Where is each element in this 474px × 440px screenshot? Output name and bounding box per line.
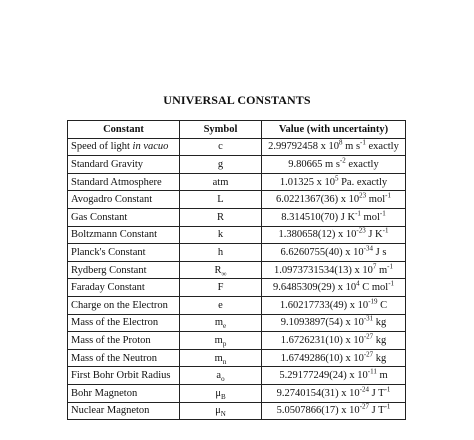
symbol-main: m xyxy=(214,317,224,329)
value-exponent: 7 xyxy=(372,262,377,271)
symbol-main: a xyxy=(216,370,222,382)
value-text: 1.60217733(49) x 10 xyxy=(279,299,369,311)
constant-name-text: Standard Gravity xyxy=(71,158,144,170)
value-exponent: -31 xyxy=(363,314,374,323)
constant-symbol xyxy=(180,402,262,420)
value-exponent: -23 xyxy=(356,226,366,235)
value-exponent: -1 xyxy=(355,209,361,218)
value-exponent: -24 xyxy=(359,385,370,394)
value-text: 9.1093897(54) x 10 xyxy=(280,317,364,329)
constant-symbol xyxy=(180,244,262,262)
symbol-main: μ xyxy=(215,387,221,399)
constant-value xyxy=(262,367,406,385)
symbol-main: R xyxy=(214,264,222,276)
constant-name xyxy=(68,384,180,402)
symbol-main: m xyxy=(214,352,223,364)
constant-symbol xyxy=(180,384,262,402)
value-exponent: -1 xyxy=(387,262,393,271)
value-exponent: -27 xyxy=(363,332,374,341)
constant-value xyxy=(262,226,406,244)
constant-symbol xyxy=(180,173,262,191)
constant-name xyxy=(68,402,180,420)
constant-name xyxy=(68,138,180,156)
value-text: kg xyxy=(373,334,387,346)
value-text: 1.380658(12) x 10 xyxy=(278,229,357,241)
constant-symbol xyxy=(180,261,262,279)
constant-symbol xyxy=(180,156,262,174)
symbol-main: k xyxy=(217,229,224,241)
constant-name-text: Rydberg Constant xyxy=(71,264,147,276)
constant-name-text: Nuclear Magneton xyxy=(71,405,150,417)
constant-name-text: Gas Constant xyxy=(71,211,128,223)
value-exponent: -34 xyxy=(363,244,374,253)
value-text: m xyxy=(376,264,388,276)
table-row xyxy=(68,296,406,314)
value-text: mol xyxy=(366,194,386,206)
value-text: 1.6726231(10) x 10 xyxy=(280,334,364,346)
value-text: kg xyxy=(373,352,387,364)
constant-name-italic: in vacuo xyxy=(132,141,169,153)
value-text: J T xyxy=(369,405,385,417)
constant-name xyxy=(68,279,180,297)
constant-name-text: Boltzmann Constant xyxy=(71,229,158,241)
symbol-main: atm xyxy=(212,176,229,188)
value-text: 5.29177249(24) x 10 xyxy=(279,370,368,382)
table-row xyxy=(68,402,406,420)
constant-value xyxy=(262,156,406,174)
table-row xyxy=(68,349,406,367)
symbol-subscript: e xyxy=(223,322,227,331)
value-text: J K xyxy=(365,229,383,241)
constant-name-text: Faraday Constant xyxy=(71,282,145,294)
value-text: 9.2740154(31) x 10 xyxy=(276,387,360,399)
table-row xyxy=(68,261,406,279)
constant-name-text: Mass of the Neutron xyxy=(71,352,158,364)
constant-symbol xyxy=(180,349,262,367)
symbol-main: h xyxy=(217,246,224,258)
constant-value xyxy=(262,279,406,297)
constant-name xyxy=(68,244,180,262)
value-text: m s xyxy=(342,141,361,153)
constant-value xyxy=(262,138,406,156)
constant-value xyxy=(262,296,406,314)
value-exponent: 23 xyxy=(359,191,367,200)
symbol-subscript: N xyxy=(220,410,226,419)
constant-value xyxy=(262,208,406,226)
value-text: C xyxy=(377,299,388,311)
value-text: exactly xyxy=(345,158,379,170)
table-row xyxy=(68,279,406,297)
table-row xyxy=(68,208,406,226)
constant-value xyxy=(262,384,406,402)
value-exponent: 8 xyxy=(339,138,343,147)
table-row xyxy=(68,226,406,244)
constant-name-text: Standard Atmosphere xyxy=(71,176,162,188)
constant-name-text: Mass of the Electron xyxy=(71,317,159,329)
value-exponent: -1 xyxy=(385,191,391,200)
table-row xyxy=(68,244,406,262)
symbol-subscript: o xyxy=(221,375,225,384)
value-text: 9.6485309(29) x 10 xyxy=(272,282,357,294)
value-text: mol xyxy=(360,211,380,223)
value-exponent: -1 xyxy=(388,279,395,288)
constant-name-text: Avogadro Constant xyxy=(71,194,153,206)
constant-name xyxy=(68,191,180,209)
table-row xyxy=(68,314,406,332)
symbol-main: μ xyxy=(215,405,221,417)
value-exponent: -27 xyxy=(359,402,370,411)
symbol-main: c xyxy=(218,141,223,153)
value-text: m xyxy=(376,370,388,382)
symbol-subscript: ∞ xyxy=(221,269,227,278)
symbol-main: F xyxy=(217,282,224,294)
constant-symbol xyxy=(180,138,262,156)
header-constant: Constant xyxy=(68,121,180,139)
constant-value xyxy=(262,244,406,262)
symbol-subscript: B xyxy=(220,392,226,401)
constant-value xyxy=(262,332,406,350)
document-title: UNIVERSAL CONSTANTS xyxy=(163,93,311,107)
symbol-subscript: n xyxy=(222,357,227,366)
constant-name-text: Planck's Constant xyxy=(71,246,146,258)
value-text: 1.6749286(10) x 10 xyxy=(280,352,364,364)
constant-name xyxy=(68,349,180,367)
value-exponent: -27 xyxy=(363,350,374,359)
constant-symbol xyxy=(180,367,262,385)
value-text: 1.01325 x 10 xyxy=(279,176,335,188)
constant-symbol xyxy=(180,296,262,314)
value-text: 1.0973731534(13) x 10 xyxy=(273,264,373,276)
value-exponent: -1 xyxy=(384,385,391,394)
value-text: C mol xyxy=(359,282,389,294)
table-row xyxy=(68,332,406,350)
constant-name xyxy=(68,296,180,314)
value-exponent: -1 xyxy=(382,226,389,235)
value-text: 6.0221367(36) x 10 xyxy=(276,194,360,206)
symbol-subscript: p xyxy=(222,340,227,349)
value-text: Pa. exactly xyxy=(338,176,388,188)
constant-name-text: Mass of the Proton xyxy=(71,334,151,346)
constant-name-text: First Bohr Orbit Radius xyxy=(71,370,171,382)
value-exponent: -2 xyxy=(339,156,346,165)
header-symbol: Symbol xyxy=(180,121,262,139)
symbol-main: g xyxy=(217,158,224,170)
value-text: 9.80665 m s xyxy=(288,158,340,170)
constant-value xyxy=(262,173,406,191)
table-row xyxy=(68,138,406,156)
value-exponent: -19 xyxy=(368,297,378,306)
table-row xyxy=(68,384,406,402)
value-exponent: -1 xyxy=(384,402,391,411)
constant-value xyxy=(262,402,406,420)
table-body xyxy=(68,138,406,420)
value-exponent: -1 xyxy=(360,138,366,147)
constant-symbol xyxy=(180,332,262,350)
value-text: J T xyxy=(369,387,385,399)
constant-value xyxy=(262,261,406,279)
constant-symbol xyxy=(180,208,262,226)
constant-name xyxy=(68,208,180,226)
table-row xyxy=(68,173,406,191)
constant-name xyxy=(68,367,180,385)
table-row xyxy=(68,367,406,385)
value-exponent: -11 xyxy=(367,367,377,376)
constant-value xyxy=(262,191,406,209)
constant-name xyxy=(68,173,180,191)
value-text: 2.99792458 x 10 xyxy=(268,141,340,153)
header-value: Value (with uncertainty) xyxy=(262,121,406,139)
table-header-row xyxy=(68,121,406,139)
value-text: 6.6260755(40) x 10 xyxy=(280,246,364,258)
symbol-main: R xyxy=(216,211,224,223)
constant-name xyxy=(68,332,180,350)
constant-symbol xyxy=(180,191,262,209)
constant-name xyxy=(68,226,180,244)
constant-name xyxy=(68,156,180,174)
value-text: J s xyxy=(373,246,387,258)
constant-symbol xyxy=(180,279,262,297)
constant-value xyxy=(262,314,406,332)
constant-name xyxy=(68,314,180,332)
constant-name-text: Bohr Magneton xyxy=(71,387,138,399)
value-text: 8.314510(70) J K xyxy=(281,211,356,223)
constant-name xyxy=(68,261,180,279)
constant-value xyxy=(262,349,406,367)
symbol-main: m xyxy=(214,334,223,346)
value-text: kg xyxy=(373,317,387,329)
constant-symbol xyxy=(180,226,262,244)
value-exponent: 5 xyxy=(334,174,339,183)
value-text: exactly xyxy=(365,141,399,153)
symbol-main: e xyxy=(218,299,223,311)
constant-name-text: Charge on the Electron xyxy=(71,299,168,311)
symbol-main: L xyxy=(217,194,224,206)
constant-symbol xyxy=(180,314,262,332)
value-exponent: 4 xyxy=(356,279,360,288)
constants-table xyxy=(67,120,406,420)
table-row xyxy=(68,191,406,209)
constant-name-text: Speed of light xyxy=(71,141,133,153)
table-row xyxy=(68,156,406,174)
value-exponent: -1 xyxy=(379,209,386,218)
value-text: 5.0507866(17) x 10 xyxy=(276,405,360,417)
